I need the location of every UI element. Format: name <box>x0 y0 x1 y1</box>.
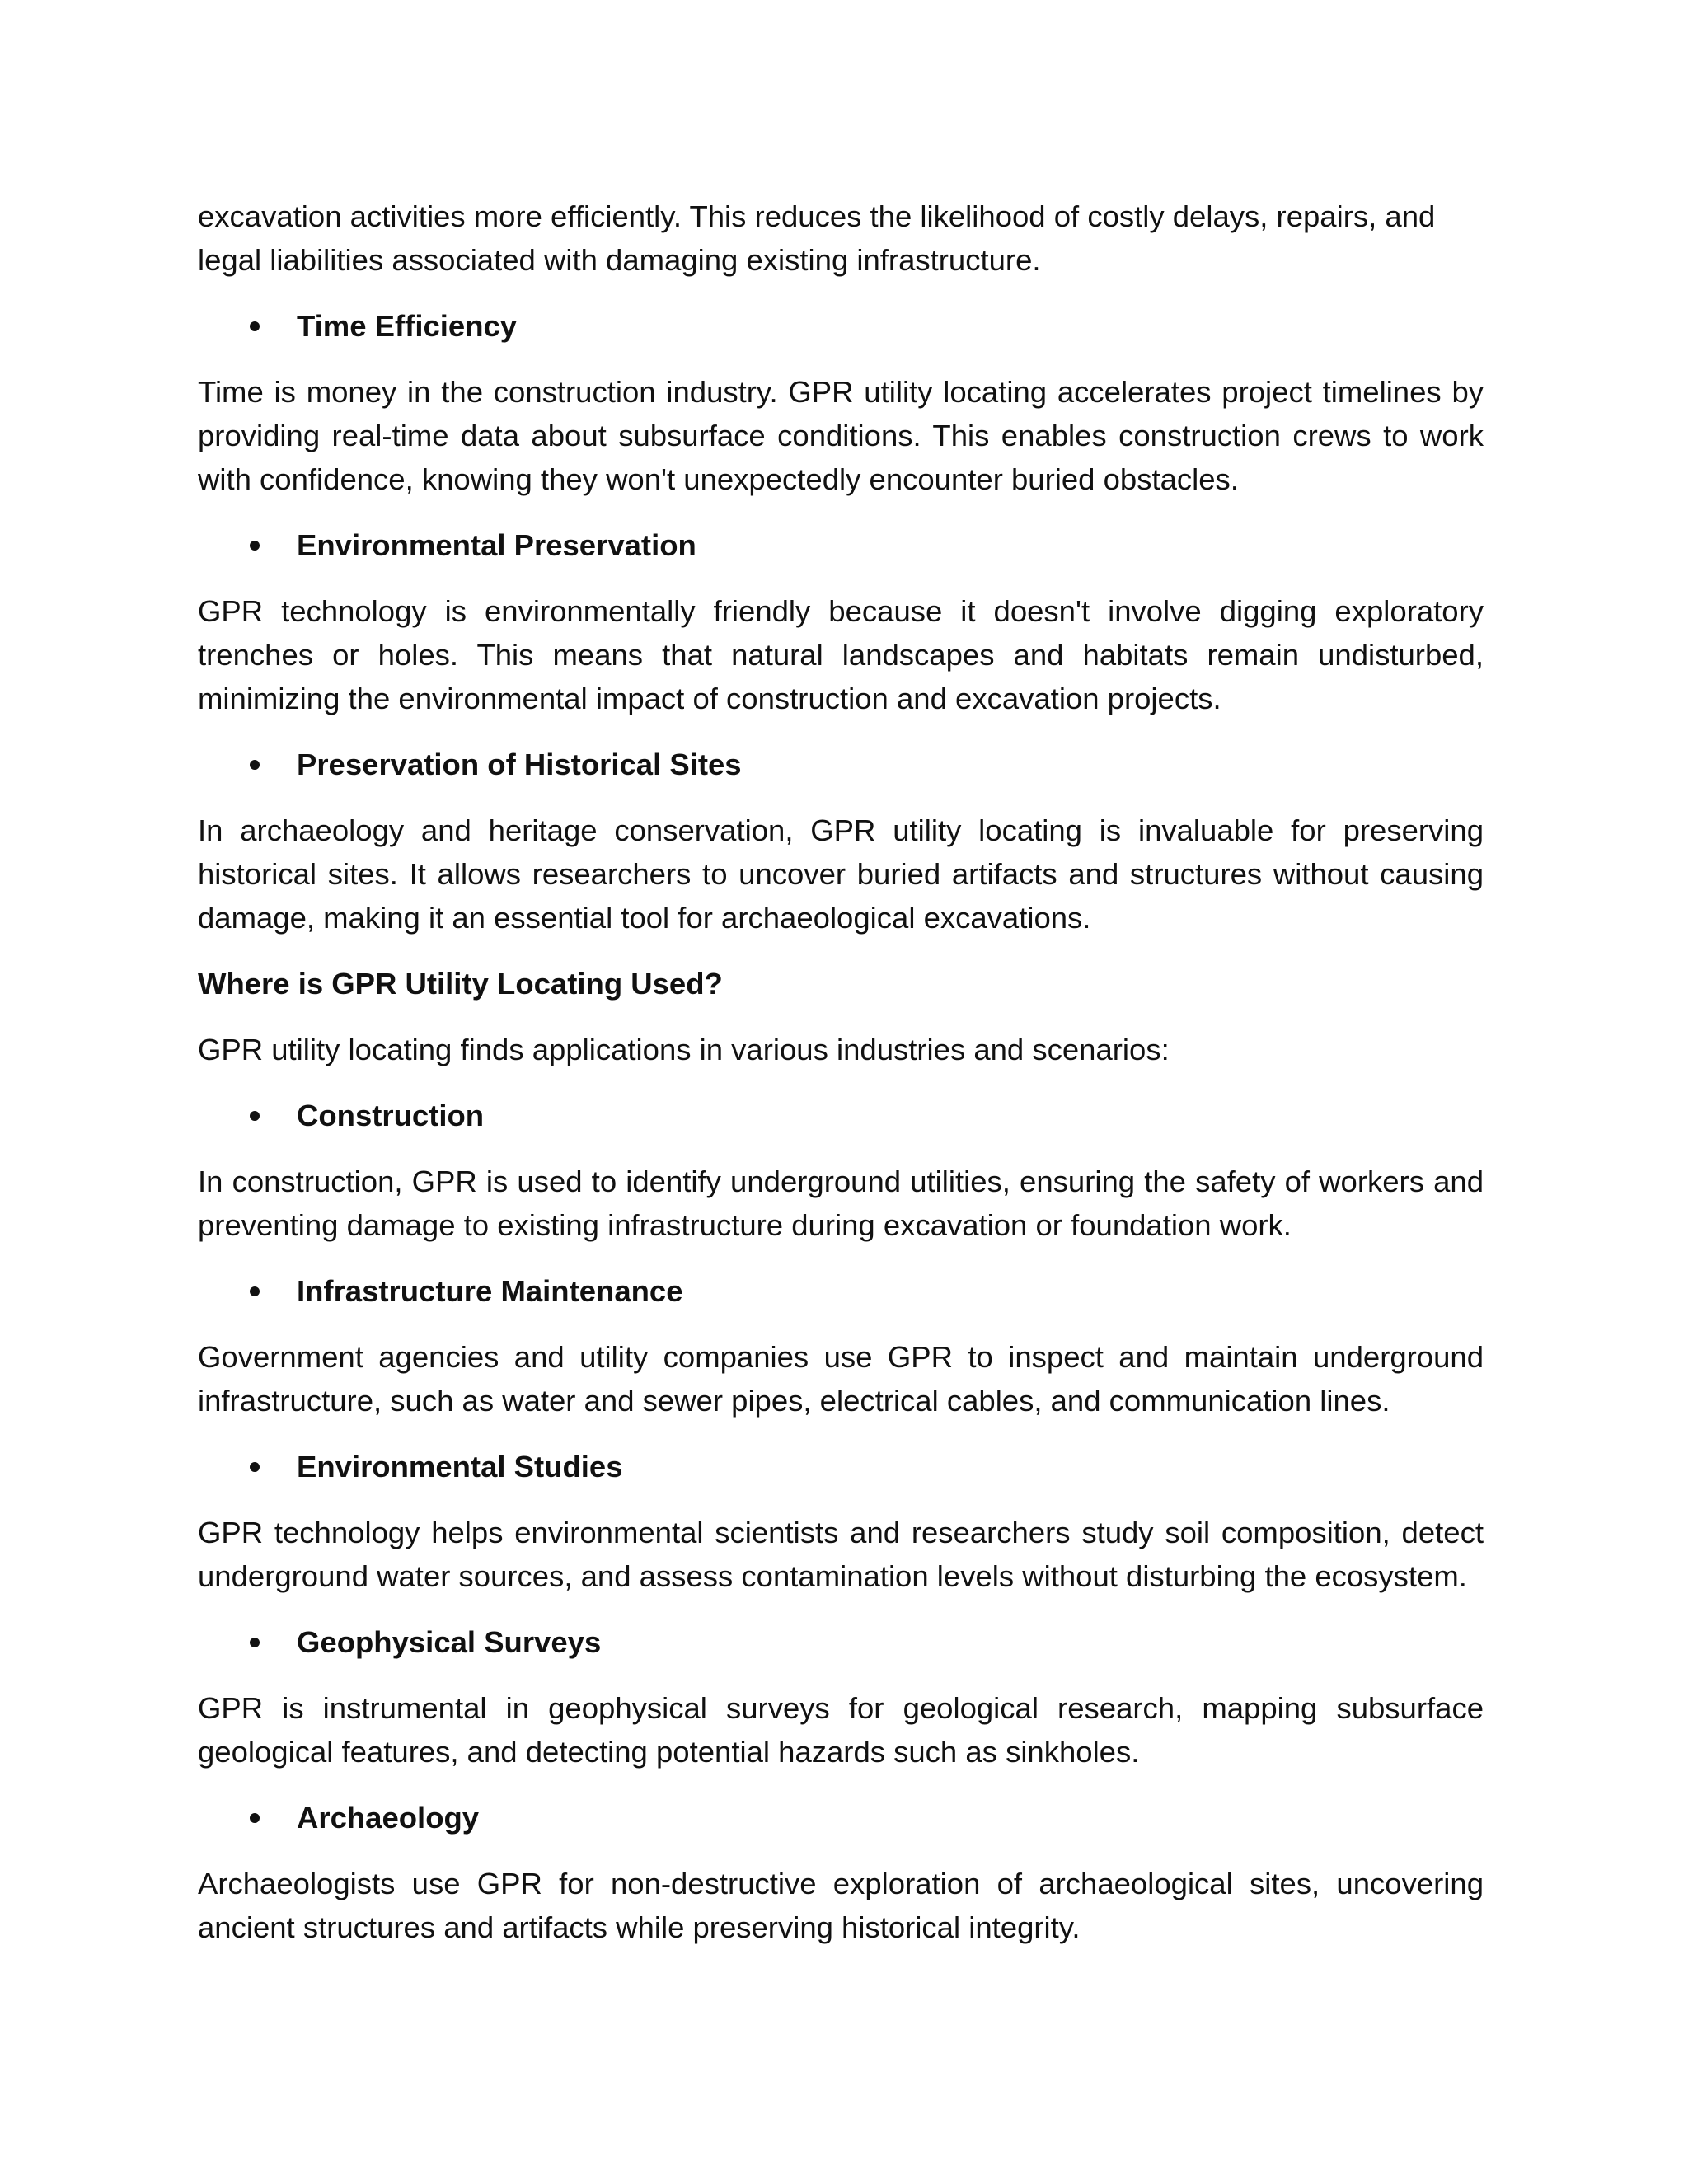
bullet-item-preservation-historical-sites <box>198 743 1484 786</box>
bullet-icon <box>250 541 260 551</box>
bullet-title: Infrastructure Maintenance <box>297 1274 683 1308</box>
bullet-icon <box>250 1813 260 1823</box>
section-heading: Where is GPR Utility Locating Used? <box>198 967 723 1001</box>
bullet-item-archaeology <box>198 1796 1484 1840</box>
document-page <box>198 194 1484 1949</box>
bullet-icon <box>250 1111 260 1121</box>
bullet-paragraph: In construction, GPR is used to identify underground utilities, ensuring the safety of workers and preventing damage to existing infrastructure during excavation or foundation work. <box>198 1165 1484 1242</box>
bullet-item-infrastructure-maintenance <box>198 1269 1484 1313</box>
bullet-paragraph: Archaeologists use GPR for non-destructive exploration of archaeological sites, uncovering ancient structures and artifacts while preserving historical integrity. <box>198 1867 1484 1944</box>
bullet-icon <box>250 1286 260 1296</box>
section-intro: GPR utility locating finds applications in various industries and scenarios: <box>198 1033 1170 1066</box>
bullet-item-construction <box>198 1094 1484 1137</box>
bullet-title: Preservation of Historical Sites <box>297 748 742 781</box>
bullet-item-time-efficiency <box>198 304 1484 348</box>
bullet-title: Environmental Studies <box>297 1450 623 1483</box>
bullet-paragraph: Time is money in the construction industry. GPR utility locating accelerates project timelines by providing real-time data about subsurface conditions. This enables construction crews to work with confidence, knowing they won't unexpectedly encounter buried obstacles. <box>198 375 1484 496</box>
bullet-title: Time Efficiency <box>297 309 518 343</box>
bullet-paragraph: In archaeology and heritage conservation, GPR utility locating is invaluable for preserving historical sites. It allows researchers to uncover buried artifacts and structures without causing damage, making it an essential tool for archaeological excavations. <box>198 813 1484 935</box>
bullet-paragraph: GPR technology is environmentally friendly because it doesn't involve digging exploratory trenches or holes. This means that natural landscapes and habitats remain undisturbed, minimizing the environmental impact of construction and excavation projects. <box>198 594 1484 715</box>
bullet-icon <box>250 321 260 331</box>
bullet-icon <box>250 1462 260 1472</box>
bullet-title: Construction <box>297 1099 485 1132</box>
bullet-paragraph: GPR is instrumental in geophysical surveys for geological research, mapping subsurface geological features, and detecting potential hazards such as sinkholes. <box>198 1691 1484 1769</box>
bullet-item-environmental-studies <box>198 1445 1484 1488</box>
bullet-paragraph: GPR technology helps environmental scientists and researchers study soil composition, detect underground water sources, and assess contamination levels without disturbing the ecosystem. <box>198 1516 1484 1593</box>
bullet-icon <box>250 1638 260 1647</box>
bullet-item-geophysical-surveys <box>198 1620 1484 1664</box>
bullet-title: Environmental Preservation <box>297 528 696 562</box>
bullet-title: Geophysical Surveys <box>297 1625 602 1659</box>
bullet-icon <box>250 760 260 770</box>
bullet-paragraph: Government agencies and utility companies use GPR to inspect and maintain underground infrastructure, such as water and sewer pipes, electrical cables, and communication lines. <box>198 1340 1484 1418</box>
bullet-item-environmental-preservation <box>198 523 1484 567</box>
bullet-title: Archaeology <box>297 1801 480 1835</box>
intro-paragraph: excavation activities more efficiently. This reduces the likelihood of costly delays, repairs, and legal liabilities associated with damaging existing infrastructure. <box>198 199 1436 277</box>
